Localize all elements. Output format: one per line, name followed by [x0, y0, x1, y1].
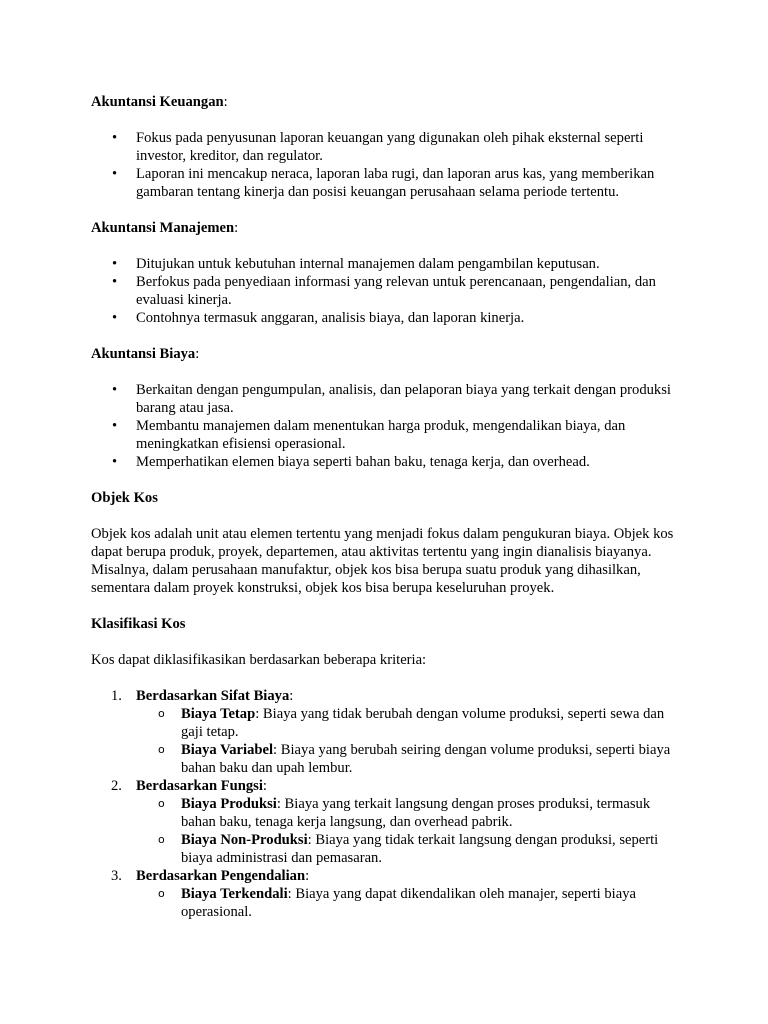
heading-akuntansi-manajemen: Akuntansi Manajemen: — [91, 220, 239, 236]
sublist-item: o Biaya Tetap: Biaya yang tidak berubah dengan volume produksi, seperti sewa dan gaji tetap. — [158, 706, 665, 740]
list-item: • Fokus pada penyusunan laporan keuangan yang digunakan oleh pihak eksternal seperti investor, kreditor, dan regulator. — [112, 130, 644, 164]
list-item: 3. Berdasarkan Pengendalian: o Biaya Terkendali: Biaya yang dapat dikendalikan oleh manajer, seperti biaya operasional. — [91, 867, 681, 921]
circle-bullet-icon: o — [158, 743, 165, 756]
sublist-item: o Biaya Terkendali: Biaya yang dapat dikendalikan oleh manajer, seperti biaya operasional. — [158, 886, 636, 920]
sublist-item: o Biaya Produksi: Biaya yang terkait langsung dengan proses produksi, termasuk bahan baku, tenaga kerja langsung, dan overhead pabrik. — [158, 796, 651, 830]
sublist — [136, 705, 681, 777]
bullet-icon: • — [112, 310, 118, 326]
list-item: • Contohnya termasuk anggaran, analisis biaya, dan laporan kinerja. — [112, 310, 525, 326]
heading-akuntansi-keuangan: Akuntansi Keuangan: — [91, 94, 228, 110]
bullet-icon: • — [112, 454, 118, 470]
list-item: • Membantu manajemen dalam menentukan harga produk, mengendalikan biaya, dan meningkatkan efisiensi operasional. — [112, 418, 626, 452]
list-number: 1. — [111, 688, 122, 704]
list-number: 3. — [111, 868, 122, 884]
bullet-icon: • — [112, 256, 118, 272]
bullet-icon: • — [112, 130, 118, 146]
list-klasifikasi — [91, 687, 681, 921]
bullet-icon: • — [112, 274, 118, 290]
list-number: 2. — [111, 778, 122, 794]
list-item: 1. Berdasarkan Sifat Biaya: o Biaya Tetap: Biaya yang tidak berubah dengan volume produksi, seperti sewa dan gaji tetap. o Biaya Variabel: Biaya yang berubah seiring dengan volume produksi, seperti biaya bahan baku dan upah lembur. — [91, 687, 681, 777]
list-akuntansi-biaya — [91, 381, 681, 471]
circle-bullet-icon: o — [158, 797, 165, 810]
sublist — [136, 795, 681, 867]
list-item: • Laporan ini mencakup neraca, laporan laba rugi, dan laporan arus kas, yang memberikan gambaran tentang kinerja dan posisi keuangan perusahaan selama periode tertentu. — [112, 166, 655, 200]
list-akuntansi-manajemen — [91, 255, 681, 327]
list-item: • Memperhatikan elemen biaya seperti bahan baku, tenaga kerja, dan overhead. — [112, 454, 590, 470]
list-item: • Ditujukan untuk kebutuhan internal manajemen dalam pengambilan keputusan. — [112, 256, 600, 272]
list-item: • Berkaitan dengan pengumpulan, analisis, dan pelaporan biaya yang terkait dengan produksi barang atau jasa. — [112, 382, 671, 416]
sublist — [136, 885, 681, 921]
sublist-item: o Biaya Non-Produksi: Biaya yang tidak terkait langsung dengan produksi, seperti biaya administrasi dan pemasaran. — [158, 832, 659, 866]
heading-akuntansi-biaya: Akuntansi Biaya: — [91, 346, 200, 362]
document-page — [91, 93, 681, 921]
bullet-icon: • — [112, 166, 118, 182]
list-akuntansi-keuangan — [91, 129, 681, 201]
circle-bullet-icon: o — [158, 707, 165, 720]
bullet-icon: • — [112, 418, 118, 434]
heading-klasifikasi-kos: Klasifikasi Kos — [91, 616, 186, 632]
paragraph-klasifikasi-intro: Kos dapat diklasifikasikan berdasarkan beberapa kriteria: — [91, 652, 427, 668]
list-item: 2. Berdasarkan Fungsi: o Biaya Produksi: Biaya yang terkait langsung dengan proses produksi, termasuk bahan baku, tenaga kerja langsung, dan overhead pabrik. o Biaya Non-Produksi: Biaya yang tidak terkait langsung dengan produksi, seperti biaya administrasi dan pemasaran. — [91, 777, 681, 867]
sublist-item: o Biaya Variabel: Biaya yang berubah seiring dengan volume produksi, seperti biaya bahan baku dan upah lembur. — [158, 742, 671, 776]
circle-bullet-icon: o — [158, 833, 165, 846]
circle-bullet-icon: o — [158, 887, 165, 900]
heading-objek-kos: Objek Kos — [91, 490, 158, 506]
list-item: • Berfokus pada penyediaan informasi yang relevan untuk perencanaan, pengendalian, dan evaluasi kinerja. — [112, 274, 656, 308]
paragraph-objek-kos: Objek kos adalah unit atau elemen tertentu yang menjadi fokus dalam pengukuran biaya. Objek kos dapat berupa produk, proyek, departemen, atau aktivitas tertentu yang ingin dianalisis biayanya. Misalnya, dalam perusahaan manufaktur, objek kos bisa berupa suatu produk yang dihasilkan, sementara dalam proyek konstruksi, objek kos bisa berupa keseluruhan proyek. — [91, 526, 674, 596]
bullet-icon: • — [112, 382, 118, 398]
